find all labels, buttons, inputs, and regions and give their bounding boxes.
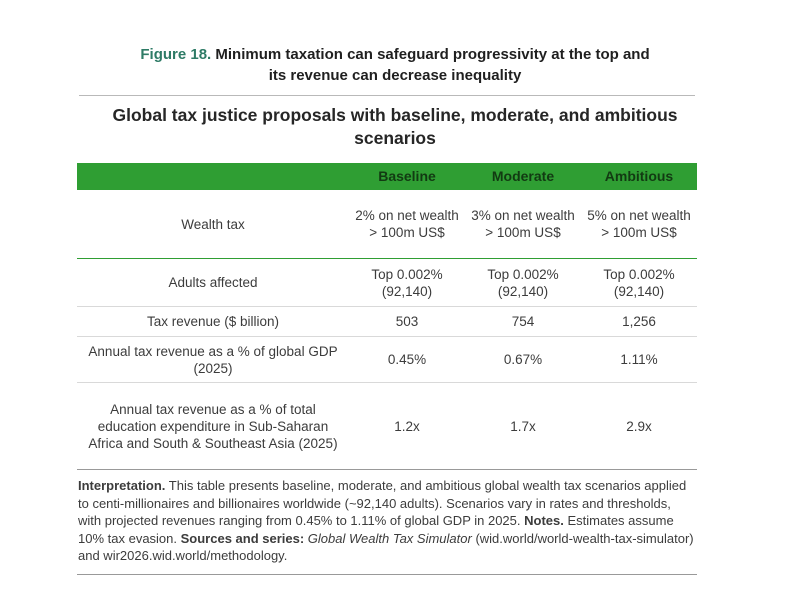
row-label: Annual tax revenue as a % of global GDP (2025) bbox=[88, 343, 338, 376]
figure-title: Minimum taxation can safeguard progressivity at the top and its revenue can decrease inequality bbox=[215, 46, 650, 84]
figure-notes bbox=[77, 469, 697, 575]
table-row-wealth-tax bbox=[77, 190, 697, 259]
notes-label: Notes. bbox=[524, 513, 564, 529]
column-header-ambitious: Ambitious bbox=[604, 168, 674, 184]
tax-scenarios-table bbox=[77, 163, 697, 469]
cell-value: 1.7x bbox=[510, 418, 536, 434]
cell-value: Top 0.002% (92,140) bbox=[603, 266, 675, 299]
interpretation-text: This table presents baseline, moderate, and ambitious global wealth tax scenarios applied to centi-millionaires and billionaires worldwide (~92,140 adults). Scenarios vary in rates and thresholds, with projected revenues ranging from 0.45% to 1.11% of global GDP in 2025. bbox=[78, 478, 687, 529]
figure-heading bbox=[130, 44, 660, 86]
cell-value: 0.67% bbox=[503, 352, 543, 367]
cell-value: 1,256 bbox=[622, 314, 656, 329]
row-label: Annual tax revenue as a % of total education expenditure in Sub-Saharan Africa and South & Southeast Asia (2025) bbox=[88, 401, 338, 451]
cell-value: 1.11% bbox=[620, 352, 658, 367]
cell-value: 3% on net wealth > 100m US$ bbox=[471, 208, 575, 240]
row-label: Tax revenue ($ billion) bbox=[146, 314, 280, 329]
cell-value: 503 bbox=[395, 314, 419, 329]
table-header-row bbox=[77, 163, 697, 190]
interpretation-label: Interpretation. bbox=[78, 478, 166, 493]
header-empty-cell bbox=[77, 163, 349, 190]
table-row-tax-revenue bbox=[77, 307, 697, 337]
row-label: Adults affected bbox=[168, 275, 258, 290]
notes-text: Estimates assume 10% tax evasion. bbox=[78, 513, 674, 546]
sources-series-name: Global Wealth Tax Simulator bbox=[304, 530, 472, 546]
cell-value: 5% on net wealth > 100m US$ bbox=[587, 208, 691, 240]
table-row-revenue-pct-gdp bbox=[77, 337, 697, 383]
table-title: Global tax justice proposals with baseline, moderate, and ambitious scenarios bbox=[112, 105, 678, 148]
title-divider bbox=[79, 95, 695, 96]
cell-value: Top 0.002% (92,140) bbox=[371, 266, 443, 299]
table-row-revenue-pct-education bbox=[77, 383, 697, 469]
column-header-baseline: Baseline bbox=[378, 168, 436, 184]
cell-value: 2% on net wealth > 100m US$ bbox=[355, 208, 459, 240]
cell-value: 1.2x bbox=[394, 418, 420, 434]
cell-value: 0.45% bbox=[387, 352, 427, 367]
sources-text: (wid.world/world-wealth-tax-simulator) and wir2026.wid.world/methodology. bbox=[78, 530, 694, 564]
row-label: Wealth tax bbox=[181, 216, 245, 232]
column-header-moderate: Moderate bbox=[491, 168, 555, 184]
cell-value: 754 bbox=[511, 314, 535, 329]
cell-value: 2.9x bbox=[626, 418, 652, 434]
sources-label: Sources and series: bbox=[180, 530, 305, 546]
figure-number-label: Figure 18. bbox=[140, 46, 212, 63]
cell-value: Top 0.002% (92,140) bbox=[487, 266, 559, 299]
table-row-adults-affected bbox=[77, 259, 697, 307]
